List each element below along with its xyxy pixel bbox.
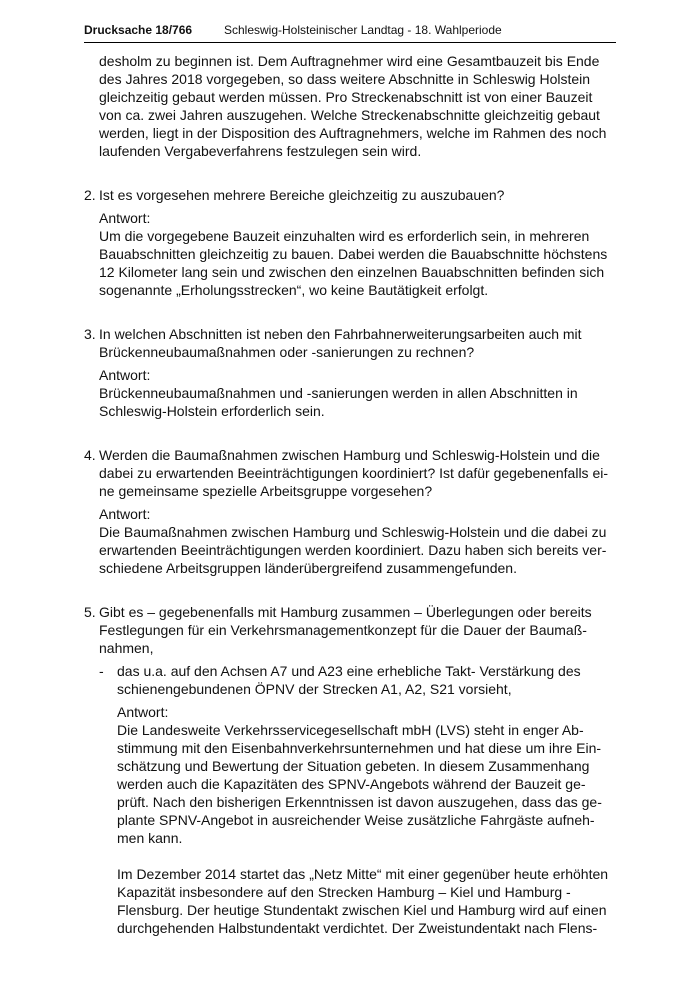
answer-line: erwartenden Beeinträchtigungen werden koordiniert. Dazu haben sich bereits ver-	[99, 542, 607, 558]
document-number: Drucksache 18/766	[84, 23, 193, 37]
answer-line: Die Landesweite Verkehrsservicegesellschaft mbH (LVS) steht in enger Ab-	[117, 722, 584, 738]
continuation-line: Kapazität insbesondere auf den Strecken Hamburg – Kiel und Hamburg -	[117, 884, 571, 900]
answer-label: Antwort:	[99, 506, 151, 522]
text-line: werden, liegt in der Disposition des Auftragnehmers, welche im Rahmen des noch	[99, 125, 607, 141]
question-line: In welchen Abschnitten ist neben den Fahrbahnerweiterungsarbeiten auch mit	[99, 326, 582, 342]
question-number: 2.	[84, 187, 96, 203]
text-line: des Jahres 2018 vorgegeben, so dass weitere Abschnitte in Schleswig Holstein	[99, 71, 591, 87]
continuation-line: Im Dezember 2014 startet das „Netz Mitte“ mit einer gegenüber heute erhöhten	[117, 866, 609, 882]
question-line: nahmen,	[99, 640, 154, 656]
text-line: von ca. zwei Jahren auszugehen. Welche Streckenabschnitte gleichzeitig gebaut	[99, 107, 600, 123]
text-line: gleichzeitig gebaut werden müssen. Pro Streckenabschnitt ist von einer Bauzeit	[99, 89, 593, 105]
answer-line: stimmung mit den Eisenbahnverkehrsunternehmen und hat diese um ihre Ein-	[117, 740, 602, 756]
answer-5a	[84, 703, 616, 937]
text-line: laufenden Vergabeverfahrens festzulegen sein wird.	[99, 143, 422, 159]
answer-line: Brückenneubaumaßnahmen und -sanierungen werden in allen Abschnitten in	[99, 385, 578, 401]
answer-line: schätzung und Bewertung der Situation gebeten. In diesem Zusammenhang	[117, 758, 590, 774]
answer-line: Schleswig-Holstein erforderlich sein.	[99, 403, 325, 419]
answer-4	[84, 505, 616, 577]
question-2	[84, 186, 616, 204]
answer-line: schiedene Arbeitsgruppen länderübergreifend zusammengefunden.	[99, 560, 517, 576]
answer-line: Bauabschnitten gleichzeitig zu bauen. Dabei werden die Bauabschnitte höchstens	[99, 246, 608, 262]
continuation-line: Flensburg. Der heutige Stundentakt zwischen Kiel und Hamburg wird auf einen	[117, 902, 607, 918]
question-line: Gibt es – gegebenenfalls mit Hamburg zusammen – Überlegungen oder bereits	[99, 604, 592, 620]
continuation-line: durchgehenden Halbstundentakt verdichtet. Der Zweistundentakt nach Flens-	[117, 920, 598, 936]
answer-line: Die Baumaßnahmen zwischen Hamburg und Schleswig-Holstein und die dabei zu	[99, 524, 607, 540]
question-5	[84, 603, 616, 657]
answer-label: Antwort:	[99, 367, 151, 383]
sub-question-line: das u.a. auf den Achsen A7 und A23 eine erhebliche Takt- Verstärkung des	[117, 663, 581, 679]
intro-paragraph	[84, 52, 616, 160]
document-body	[84, 52, 616, 937]
text-line: desholm zu beginnen ist. Dem Auftragnehmer wird eine Gesamtbauzeit bis Ende	[99, 53, 600, 69]
parliament-title: Schleswig-Holsteinischer Landtag - 18. Wahlperiode	[224, 23, 502, 37]
answer-line: sogenannte „Erholungsstrecken“, wo keine Bautätigkeit erfolgt.	[99, 282, 489, 298]
question-number: 5.	[84, 604, 96, 620]
answer-2	[84, 209, 616, 299]
answer-line: 12 Kilometer lang sein und zwischen den einzelnen Bauabschnitten befinden sich	[99, 264, 605, 280]
question-line: Festlegungen für ein Verkehrsmanagementkonzept für die Dauer der Baumaß-	[99, 622, 587, 638]
answer-line: werden auch die Kapazitäten des SPNV-Angebots während der Bauzeit ge-	[117, 776, 586, 792]
question-line: dabei zu erwartenden Beeinträchtigungen koordiniert? Ist dafür gegebenenfalls ei-	[99, 465, 609, 481]
answer-label: Antwort:	[99, 210, 151, 226]
question-line: Brückenneubaumaßnahmen oder -sanierungen zu rechnen?	[99, 344, 475, 360]
answer-line: men kann.	[117, 830, 183, 846]
question-number: 4.	[84, 447, 96, 463]
question-line: ne gemeinsame spezielle Arbeitsgruppe vorgesehen?	[99, 483, 433, 499]
question-line: Ist es vorgesehen mehrere Bereiche gleichzeitig zu auszubauen?	[99, 187, 505, 203]
question-number: 3.	[84, 326, 96, 342]
sub-question-5a	[84, 662, 616, 698]
question-3	[84, 325, 616, 361]
answer-3	[84, 366, 616, 420]
dash-bullet: -	[99, 663, 104, 679]
answer-line: prüft. Nach den bisherigen Erkenntnissen ist davon auszugehen, dass das ge-	[117, 794, 602, 810]
header-divider	[84, 42, 616, 43]
answer-label: Antwort:	[117, 704, 169, 720]
question-4	[84, 446, 616, 500]
answer-line: plante SPNV-Angebot in ausreichender Weise zusätzliche Fahrgäste aufneh-	[117, 812, 595, 828]
answer-line: Um die vorgegebene Bauzeit einzuhalten wird es erforderlich sein, in mehreren	[99, 228, 590, 244]
question-line: Werden die Baumaßnahmen zwischen Hamburg und Schleswig-Holstein und die	[99, 447, 600, 463]
sub-question-line: schienengebundenen ÖPNV der Strecken A1, A2, S21 vorsieht,	[117, 681, 512, 697]
